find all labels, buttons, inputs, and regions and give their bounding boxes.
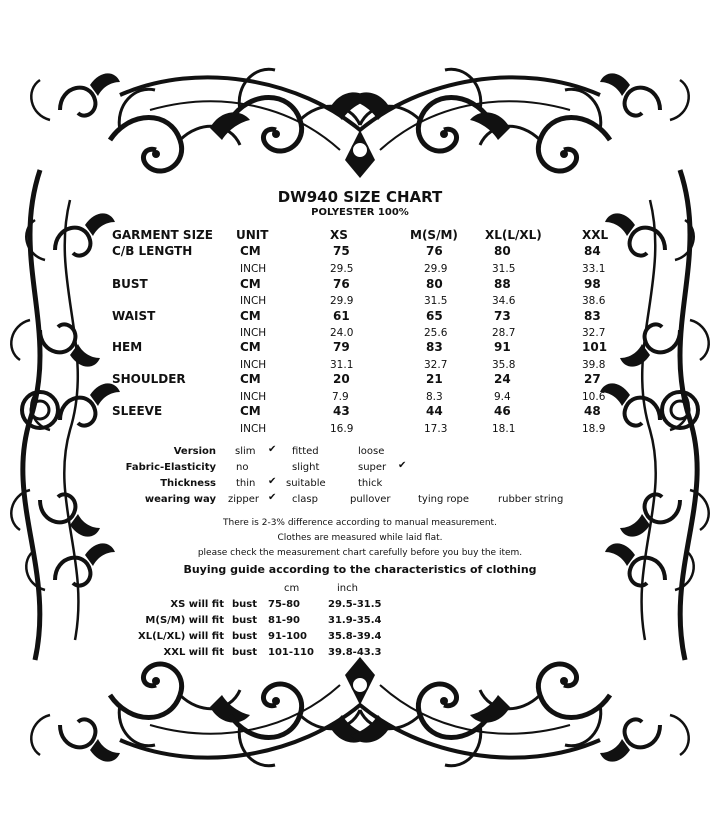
- check-icon: ✔: [268, 444, 277, 455]
- cell-cm: 73: [494, 309, 511, 323]
- cell-cm: 24: [494, 372, 511, 386]
- cell-inch: 24.0: [330, 327, 354, 339]
- unit-cm: CM: [240, 277, 261, 291]
- cell-inch: 32.7: [582, 327, 606, 339]
- guide-row-part: bust: [232, 615, 258, 626]
- buying-guide-title: Buying guide according to the characteristics of clothing: [183, 563, 537, 576]
- note-difference: There is 2-3% difference according to manual measurement.: [223, 518, 497, 528]
- row-label-shoulder: SHOULDER: [112, 372, 186, 386]
- check-icon: ✔: [398, 460, 407, 471]
- cell-inch: 16.9: [330, 423, 354, 435]
- unit-inch: INCH: [240, 263, 267, 275]
- chart-title: DW940 SIZE CHART: [277, 188, 443, 206]
- cell-cm: 83: [426, 340, 443, 354]
- guide-row-label: XL(L/XL) will fit: [137, 631, 224, 642]
- cell-inch: 28.7: [492, 327, 516, 339]
- attr-option: slight: [292, 462, 320, 473]
- guide-row-cm: 101-110: [268, 647, 314, 658]
- cell-cm: 98: [584, 277, 601, 291]
- attr-option: no: [236, 462, 249, 473]
- guide-row-inch: 39.8-43.3: [328, 647, 382, 658]
- cell-cm: 27: [584, 372, 601, 386]
- cell-cm: 91: [494, 340, 511, 354]
- cell-cm: 80: [494, 244, 511, 258]
- attr-option: super: [358, 462, 387, 473]
- cell-inch: 35.8: [492, 359, 516, 371]
- unit-inch: INCH: [240, 423, 267, 435]
- cell-inch: 29.5: [330, 263, 354, 275]
- cell-inch: 25.6: [424, 327, 448, 339]
- attr-option: loose: [358, 446, 385, 457]
- attr-option: rubber string: [498, 494, 564, 505]
- check-icon: ✔: [268, 476, 277, 487]
- cell-cm: 48: [584, 404, 601, 418]
- cell-inch: 18.9: [582, 423, 606, 435]
- size-header-xl: XL(L/XL): [485, 228, 542, 242]
- unit-cm: CM: [240, 309, 261, 323]
- attr-option: slim: [235, 446, 256, 457]
- guide-row-label: M(S/M) will fit: [145, 615, 224, 626]
- cell-inch: 9.4: [494, 391, 511, 403]
- row-label-cb-length: C/B LENGTH: [112, 244, 193, 258]
- guide-row-part: bust: [232, 647, 258, 658]
- cell-cm: 75: [333, 244, 350, 258]
- unit-inch: INCH: [240, 359, 267, 371]
- cell-cm: 76: [426, 244, 443, 258]
- row-label-waist: WAIST: [112, 309, 156, 323]
- cell-cm: 83: [584, 309, 601, 323]
- attr-option: thick: [358, 478, 383, 489]
- guide-row-label: XS will fit: [170, 599, 224, 610]
- guide-inch-header: inch: [337, 583, 358, 594]
- garment-size-header: GARMENT SIZE: [112, 228, 213, 242]
- cell-cm: 44: [426, 404, 443, 418]
- cell-inch: 18.1: [492, 423, 516, 435]
- row-label-sleeve: SLEEVE: [112, 404, 163, 418]
- note-check-chart: please check the measurement chart carefully before you buy the item.: [197, 548, 523, 558]
- guide-row-inch: 29.5-31.5: [328, 599, 382, 610]
- attr-option: thin: [236, 478, 256, 489]
- guide-row-cm: 75-80: [268, 599, 300, 610]
- cell-cm: 61: [333, 309, 350, 323]
- cell-inch: 38.6: [582, 295, 606, 307]
- check-icon: ✔: [268, 492, 277, 503]
- attr-option: tying rope: [418, 494, 469, 505]
- material-label: POLYESTER 100%: [311, 207, 409, 218]
- attr-option: fitted: [292, 446, 319, 457]
- cell-cm: 88: [494, 277, 511, 291]
- cell-cm: 101: [582, 340, 608, 354]
- cell-inch: 7.9: [332, 391, 349, 403]
- cell-inch: 29.9: [424, 263, 448, 275]
- note-laid-flat: Clothes are measured while laid flat.: [277, 533, 443, 543]
- cell-inch: 29.9: [330, 295, 354, 307]
- cell-cm: 79: [333, 340, 350, 354]
- cell-inch: 31.5: [492, 263, 516, 275]
- cell-cm: 43: [333, 404, 350, 418]
- cell-inch: 31.5: [424, 295, 448, 307]
- cell-cm: 21: [426, 372, 443, 386]
- unit-cm: CM: [240, 404, 261, 418]
- cell-inch: 10.6: [582, 391, 606, 403]
- unit-header: UNIT: [236, 228, 269, 242]
- cell-cm: 65: [426, 309, 443, 323]
- row-label-bust: BUST: [112, 277, 148, 291]
- cell-inch: 17.3: [424, 423, 448, 435]
- attr-option: clasp: [292, 494, 318, 505]
- attr-option: zipper: [228, 494, 259, 505]
- unit-inch: INCH: [240, 327, 267, 339]
- guide-row-cm: 81-90: [268, 615, 300, 626]
- guide-row-part: bust: [232, 599, 258, 610]
- unit-cm: CM: [240, 340, 261, 354]
- cell-cm: 76: [333, 277, 350, 291]
- unit-inch: INCH: [240, 391, 267, 403]
- cell-cm: 46: [494, 404, 511, 418]
- cell-inch: 32.7: [424, 359, 448, 371]
- unit-inch: INCH: [240, 295, 267, 307]
- cell-cm: 80: [426, 277, 443, 291]
- size-header-m: M(S/M): [410, 228, 458, 242]
- guide-row-inch: 35.8-39.4: [328, 631, 382, 642]
- attr-label-elasticity: Fabric-Elasticity: [125, 462, 216, 473]
- guide-row-label: XXL will fit: [163, 647, 224, 658]
- cell-inch: 8.3: [426, 391, 443, 403]
- attr-option: suitable: [286, 478, 326, 489]
- guide-row-inch: 31.9-35.4: [328, 615, 382, 626]
- guide-row-part: bust: [232, 631, 258, 642]
- cell-inch: 34.6: [492, 295, 516, 307]
- attr-option: pullover: [350, 494, 391, 505]
- row-label-hem: HEM: [112, 340, 143, 354]
- guide-row-cm: 91-100: [268, 631, 307, 642]
- cell-inch: 33.1: [582, 263, 606, 275]
- cell-inch: 39.8: [582, 359, 606, 371]
- guide-cm-header: cm: [284, 583, 300, 594]
- attr-label-thickness: Thickness: [160, 478, 216, 489]
- size-header-xxl: XXL: [582, 228, 609, 242]
- cell-cm: 84: [584, 244, 601, 258]
- attr-label-wearing-way: wearing way: [144, 494, 216, 505]
- unit-cm: CM: [240, 372, 261, 386]
- cell-inch: 31.1: [330, 359, 354, 371]
- unit-cm: CM: [240, 244, 261, 258]
- cell-cm: 20: [333, 372, 350, 386]
- size-header-xs: XS: [330, 228, 348, 242]
- attr-label-version: Version: [173, 446, 216, 457]
